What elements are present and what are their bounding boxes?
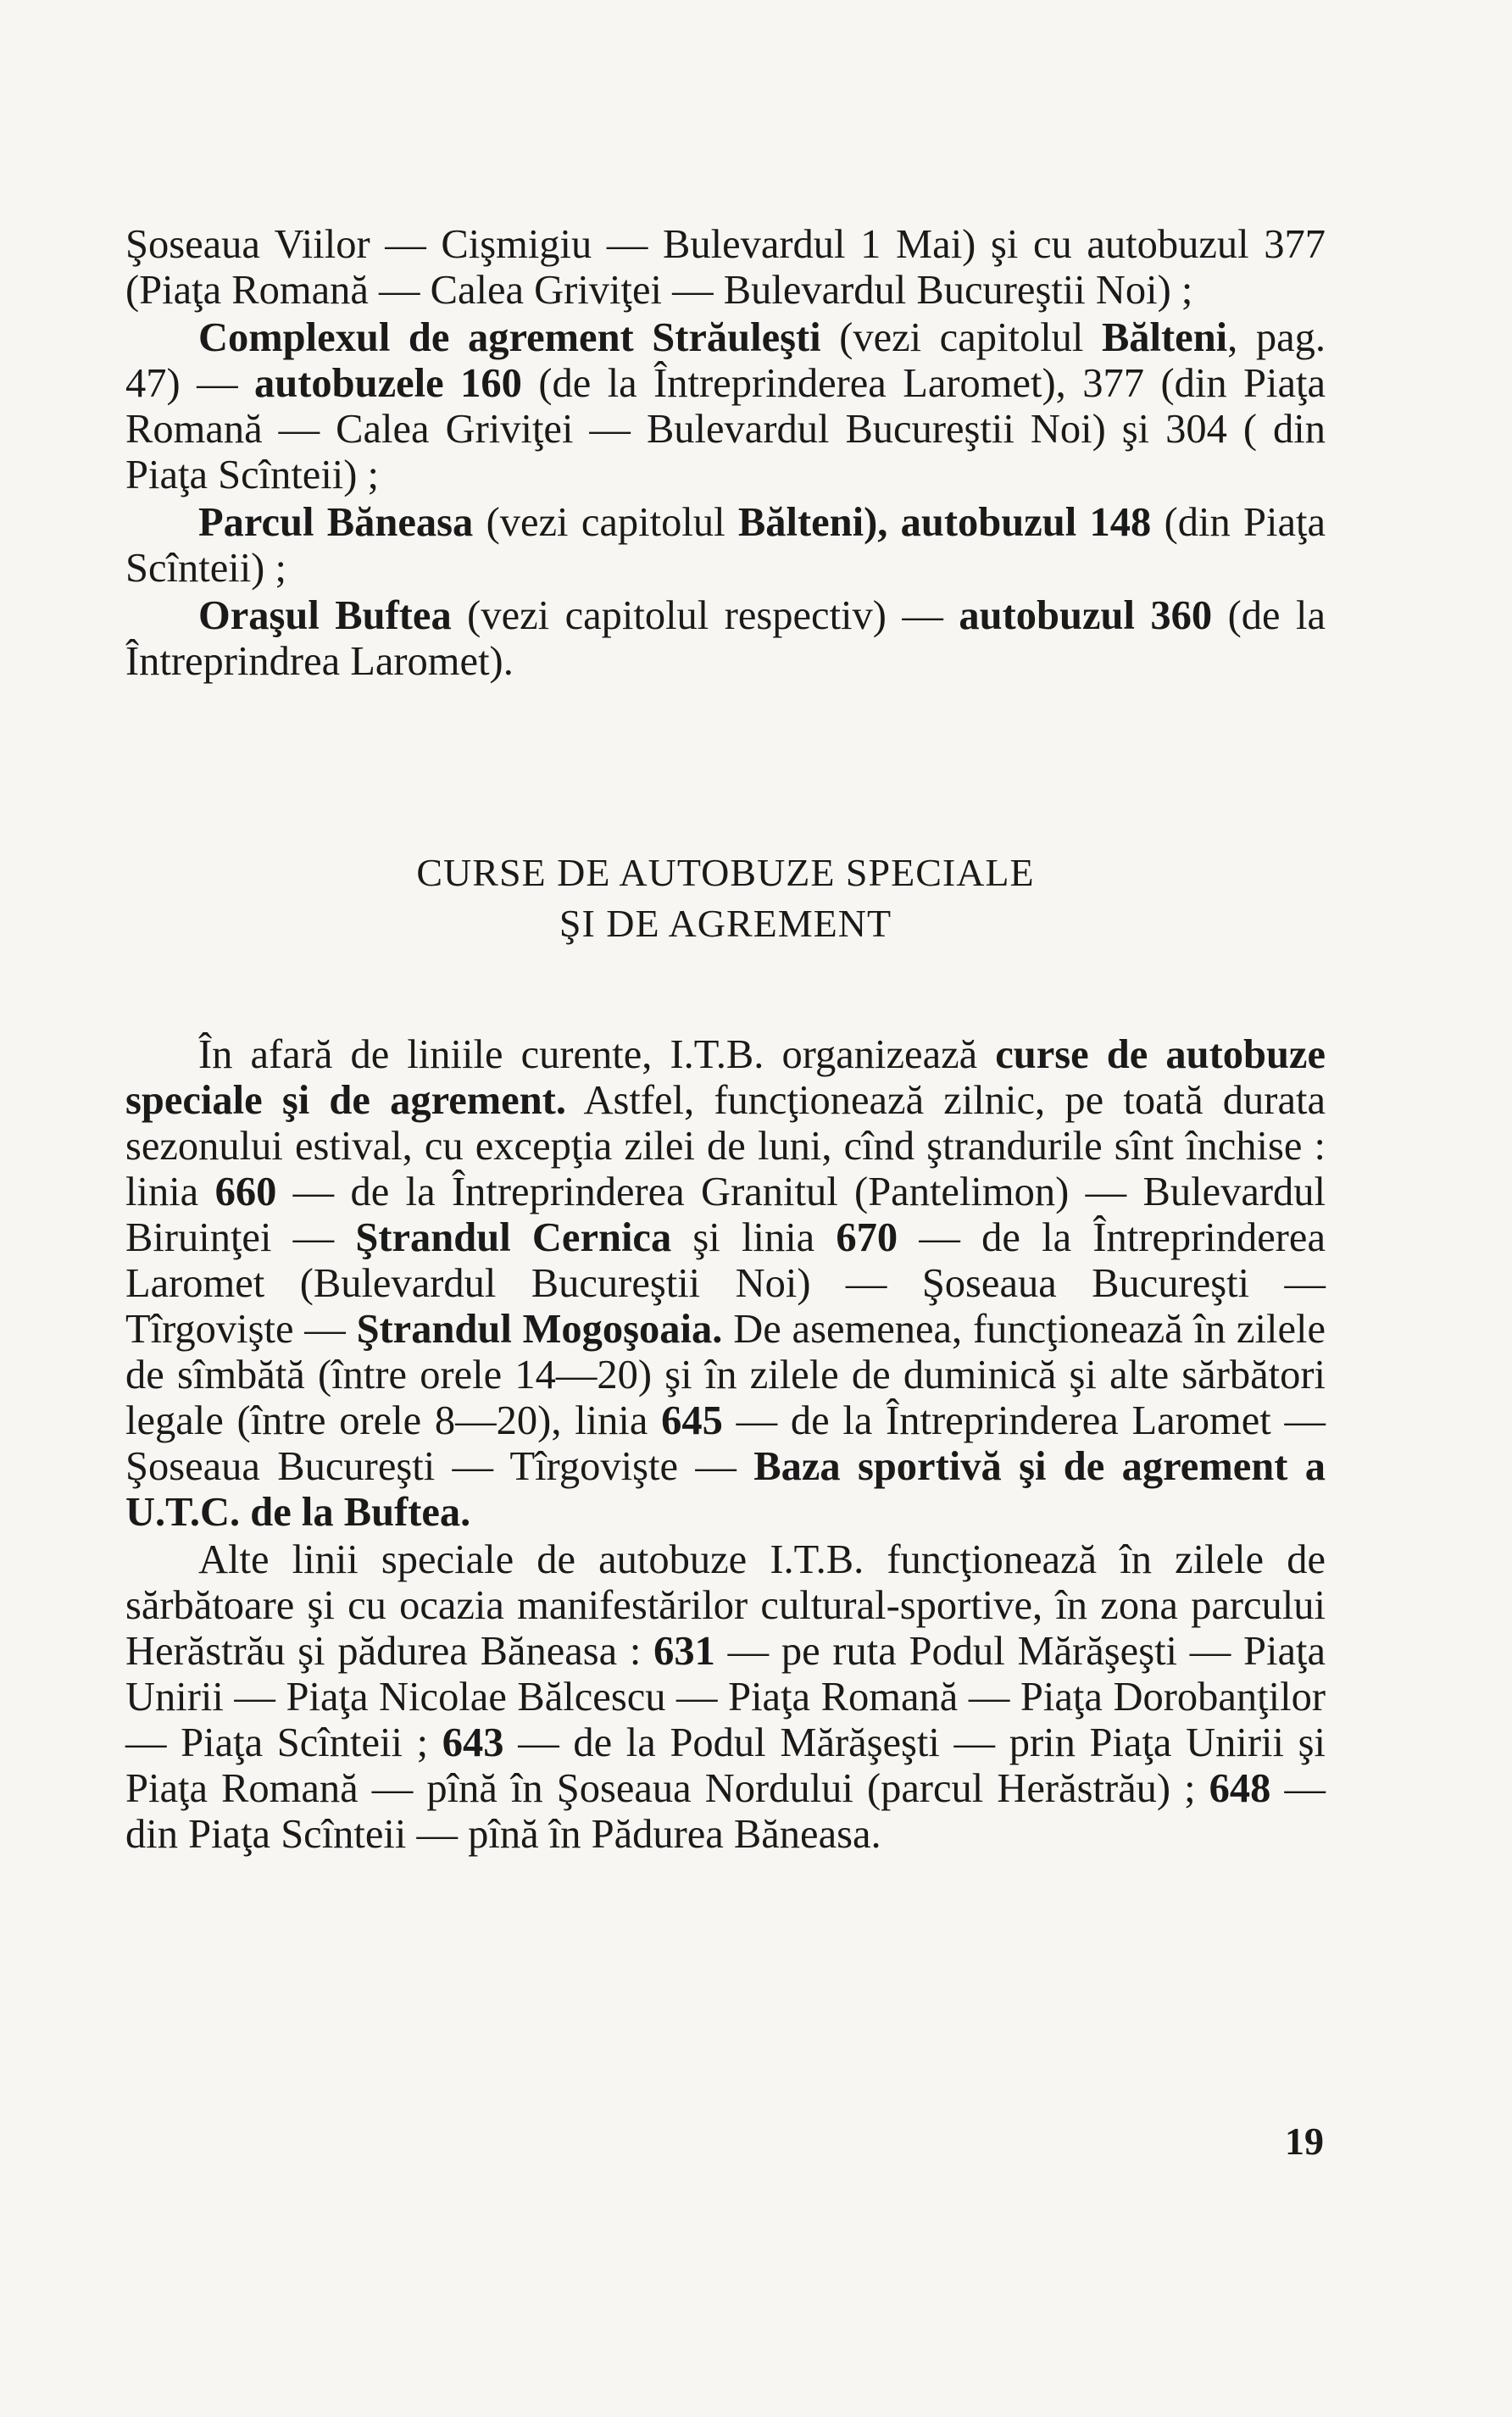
bold-term: 643 [442, 1720, 504, 1765]
paragraph-text: — de la Întreprinderea Laromet — Şoseaua Bucureşti — Tîrgovişte — [125, 1398, 1326, 1489]
paragraph-text: — de la Podul Mărăşeşti — prin Piaţa Unirii şi Piaţa Romană — pînă în Şoseaua Nordului (parcul Herăstrău) ; [125, 1720, 1326, 1811]
paragraph-text: (vezi capitolul [473, 500, 738, 545]
paragraph-other-routes [125, 1537, 1326, 1858]
paragraph-text: Alte linii speciale de autobuze I.T.B. funcţionează în zilele de sărbătoare şi cu ocazia manifestărilor cultural-sportive, în zona parcului Herăstrău şi pădurea Băneasa : [125, 1537, 1326, 1674]
paragraph-parcul-baneasa [125, 500, 1326, 592]
bold-term: 631 [653, 1629, 715, 1674]
paragraph-text: (vezi capitolul [820, 315, 1102, 360]
bold-term: curse de autobuze speciale şi de agrement. [125, 1032, 1326, 1123]
paragraph-text: , pag. 47) — [125, 315, 1326, 406]
paragraph-orasul-buftea [125, 593, 1326, 685]
paragraph-text: — pe ruta Podul Mărăşeşti — Piaţa Unirii — Piaţa Nicolae Bălcescu — Piaţa Romană — Piaţa Dorobanţilor — Piaţa Scînteii ; [125, 1629, 1326, 1765]
bold-term: Ştrandul Cernica [355, 1215, 672, 1260]
paragraph-text: (vezi capitolul respectiv) — [451, 593, 959, 638]
paragraph-text: Astfel, funcţionează zilnic, pe toată durata sezonului estival, cu excepţia zilei de luni, cînd ştrandurile sînt închise : linia [125, 1078, 1326, 1214]
heading-line: CURSE DE AUTOBUZE SPECIALE [416, 851, 1035, 894]
bold-term: 645 [661, 1398, 723, 1443]
page-number: 19 [1285, 2120, 1324, 2163]
paragraph-text: şi linia [671, 1215, 837, 1260]
bold-term: Ştrandul Mogoşoaia. [356, 1307, 723, 1352]
bold-term: Complexul de agrement Străuleşti [198, 315, 821, 360]
paragraph-text: Şoseaua Viilor — Cişmigiu — Bulevardul 1 Mai) şi cu autobuzul 377 (Piaţa Romană — Calea Griviţei — Bulevardul Bucureştii Noi) ; [125, 222, 1326, 313]
paragraph-text: (de la Întreprinderea Laromet), 377 (din Piaţa Romană — Calea Griviţei — Bulevardul Bucureştii Noi) şi 304 ( din Piaţa Scînteii) ; [125, 361, 1326, 497]
bold-term: Oraşul Buftea [198, 593, 452, 638]
bold-term: Bălteni [1101, 315, 1228, 360]
intro-text-block [125, 222, 1326, 685]
bold-term: autobuzele 160 [254, 361, 522, 406]
paragraph-text: — de la Întreprinderea Laromet (Bulevardul Bucureştii Noi) — Şoseaua Bucureşti — Tîrgovişte — [125, 1215, 1326, 1352]
bold-term: 648 [1209, 1766, 1271, 1811]
paragraph-continuation [125, 222, 1326, 314]
bold-term: Baza sportivă şi de agrement a U.T.C. de la Buftea. [125, 1444, 1326, 1535]
paragraph-text: — din Piaţa Scînteii — pînă în Pădurea Băneasa. [125, 1766, 1326, 1857]
paragraph-text: — de la Întreprinderea Granitul (Pantelimon) — Bulevardul Biruinţei — [125, 1170, 1326, 1260]
paragraph-text: (de la Întreprindrea Laromet). [125, 593, 1326, 684]
paragraph-text: (din Piaţa Scînteii) ; [125, 500, 1326, 591]
bold-term: 660 [214, 1170, 277, 1214]
paragraph-complex-straulesti [125, 315, 1326, 498]
section-body [125, 1032, 1326, 1858]
bold-term: 670 [836, 1215, 898, 1260]
paragraph-text: În afară de liniile curente, I.T.B. organizează [198, 1032, 996, 1077]
heading-line: ŞI DE AGREMENT [559, 902, 892, 945]
paragraph-text: De asemenea, funcţionează în zilele de sîmbătă (între orele 14—20) şi în zilele de duminică şi alte sărbători legale (între orele 8—20), linia [125, 1307, 1326, 1443]
bold-term: Bălteni), autobuzul 148 [737, 500, 1152, 545]
bold-term: autobuzul 360 [959, 593, 1213, 638]
paragraph-special-routes [125, 1032, 1326, 1536]
bold-term: Parcul Băneasa [198, 500, 474, 545]
section-heading [125, 847, 1326, 949]
